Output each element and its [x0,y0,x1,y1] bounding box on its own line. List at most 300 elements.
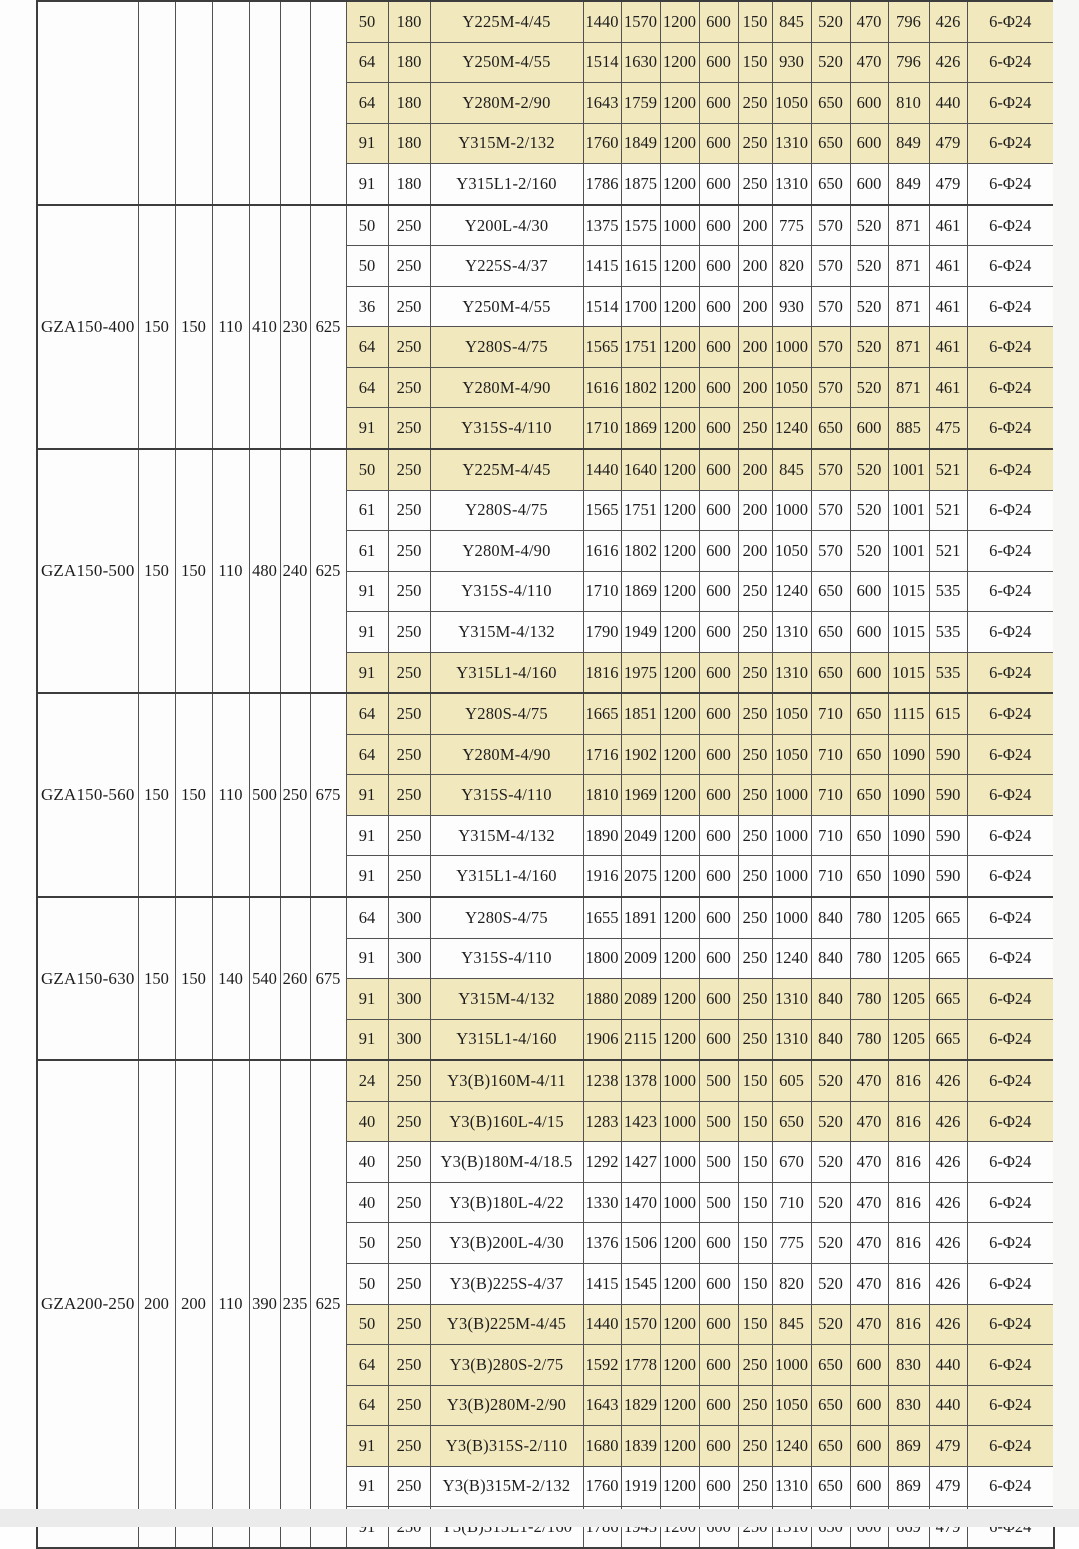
value-cell: 1710 [583,408,621,449]
motor-model-cell: Y280M-4/90 [430,531,583,572]
value-cell: 1760 [583,1466,621,1507]
table-row [37,449,1054,490]
value-cell: 250 [738,775,772,816]
value-cell: 470 [850,1060,888,1101]
value-cell: 470 [850,42,888,83]
value-cell: 1829 [621,1385,660,1426]
value-cell: 710 [811,815,850,856]
value-cell: 650 [850,693,888,734]
head-cell: 250 [388,1223,430,1264]
motor-model-cell: Y3(B)160L-4/15 [430,1101,583,1142]
value-cell: 590 [929,815,967,856]
value-cell: 1200 [660,1466,699,1507]
value-cell: 1716 [583,734,621,775]
value-cell: 1949 [621,612,660,653]
flow-cell: 50 [346,1304,388,1345]
value-cell: 250 [738,164,772,205]
value-cell: 710 [811,734,850,775]
value-cell: 1570 [621,1,660,42]
pump-model-cell: GZA150-400 [37,205,138,449]
table-row [37,897,1054,938]
value-cell: 849 [888,123,929,164]
value-cell: 1115 [888,693,929,734]
dimension-cell: 110 [212,449,249,693]
value-cell: 1916 [583,856,621,897]
value-cell: 600 [699,1263,738,1304]
value-cell: 930 [772,42,811,83]
flow-cell: 50 [346,1263,388,1304]
value-cell: 426 [929,1182,967,1223]
value-cell: 250 [738,1345,772,1386]
value-cell: 600 [699,246,738,287]
value-cell: 816 [888,1223,929,1264]
value-cell: 1200 [660,693,699,734]
dimension-cell: 110 [212,693,249,897]
head-cell: 250 [388,1304,430,1345]
value-cell: 1310 [772,164,811,205]
flow-cell: 91 [346,408,388,449]
value-cell: 1240 [772,1426,811,1467]
value-cell: 1592 [583,1345,621,1386]
value-cell: 461 [929,286,967,327]
value-cell: 150 [738,1182,772,1223]
value-cell: 250 [738,1385,772,1426]
value-cell: 520 [850,531,888,572]
value-cell: 650 [772,1101,811,1142]
value-cell: 1050 [772,734,811,775]
value-cell: 1090 [888,856,929,897]
value-cell: 520 [850,367,888,408]
value-cell: 600 [699,83,738,124]
value-cell: 1800 [583,938,621,979]
value-cell: 1000 [772,815,811,856]
value-cell: 461 [929,205,967,246]
value-cell: 615 [929,693,967,734]
value-cell: 1200 [660,1,699,42]
value-cell: 200 [738,531,772,572]
value-cell: 426 [929,1142,967,1183]
value-cell: 650 [811,83,850,124]
dimension-cell: 230 [280,205,310,449]
value-cell: 570 [811,205,850,246]
value-cell: 1200 [660,652,699,693]
value-cell: 1839 [621,1426,660,1467]
value-cell: 590 [929,856,967,897]
value-cell: 1050 [772,367,811,408]
value-cell: 840 [811,1019,850,1060]
value-cell: 479 [929,1466,967,1507]
pump-model-cell: GZA200-250 [37,1060,138,1548]
value-cell: 1919 [621,1466,660,1507]
motor-model-cell: Y315S-4/110 [430,938,583,979]
value-cell: 1001 [888,449,929,490]
flow-cell: 91 [346,1019,388,1060]
value-cell: 1570 [621,1304,660,1345]
value-cell: 600 [699,652,738,693]
bolt-holes-cell: 6-Φ24 [967,327,1054,368]
value-cell: 1506 [621,1223,660,1264]
page-right-margin [1053,0,1079,1509]
motor-model-cell: Y280M-4/90 [430,734,583,775]
value-cell: 840 [811,897,850,938]
value-cell: 250 [738,123,772,164]
value-cell: 871 [888,327,929,368]
value-cell: 600 [850,652,888,693]
value-cell: 520 [811,42,850,83]
value-cell: 650 [811,408,850,449]
value-cell: 650 [850,856,888,897]
value-cell: 426 [929,1060,967,1101]
flow-cell: 64 [346,83,388,124]
motor-model-cell: Y250M-4/55 [430,42,583,83]
motor-model-cell: Y315M-4/132 [430,815,583,856]
value-cell: 1000 [772,327,811,368]
value-cell: 600 [850,1426,888,1467]
value-cell: 2089 [621,979,660,1020]
head-cell: 250 [388,205,430,246]
value-cell: 1869 [621,408,660,449]
value-cell: 1000 [660,1182,699,1223]
value-cell: 150 [738,1304,772,1345]
value-cell: 479 [929,1426,967,1467]
head-cell: 250 [388,1263,430,1304]
value-cell: 1200 [660,246,699,287]
value-cell: 600 [699,1426,738,1467]
value-cell: 1200 [660,897,699,938]
value-cell: 600 [850,83,888,124]
dimension-cell: 625 [310,205,346,449]
motor-model-cell: Y3(B)315S-2/110 [430,1426,583,1467]
dimension-cell: 150 [175,693,212,897]
value-cell: 1375 [583,205,621,246]
value-cell: 1759 [621,83,660,124]
value-cell: 650 [811,571,850,612]
pump-model-cell: GZA150-500 [37,449,138,693]
value-cell: 250 [738,1466,772,1507]
value-cell: 461 [929,246,967,287]
dimension-cell: 150 [138,897,175,1060]
value-cell: 650 [811,652,850,693]
value-cell: 1849 [621,123,660,164]
pump-model-cell: GZA150-630 [37,897,138,1060]
value-cell: 600 [850,1466,888,1507]
value-cell: 869 [888,1426,929,1467]
dimension-cell: 150 [138,693,175,897]
value-cell: 2009 [621,938,660,979]
motor-model-cell: Y3(B)315M-2/132 [430,1466,583,1507]
value-cell: 520 [811,1223,850,1264]
value-cell: 1205 [888,897,929,938]
value-cell: 600 [850,1345,888,1386]
motor-model-cell: Y3(B)225M-4/45 [430,1304,583,1345]
value-cell: 845 [772,449,811,490]
bolt-holes-cell: 6-Φ24 [967,1182,1054,1223]
value-cell: 600 [699,1304,738,1345]
value-cell: 1238 [583,1060,621,1101]
dimension-cell: 200 [138,1060,175,1548]
value-cell: 869 [888,1466,929,1507]
bolt-holes-cell: 6-Φ24 [967,1304,1054,1345]
value-cell: 1975 [621,652,660,693]
value-cell: 1310 [772,1466,811,1507]
bolt-holes-cell: 6-Φ24 [967,1345,1054,1386]
motor-model-cell: Y280M-4/90 [430,367,583,408]
value-cell: 816 [888,1182,929,1223]
value-cell: 1000 [772,775,811,816]
value-cell: 470 [850,1182,888,1223]
head-cell: 250 [388,775,430,816]
value-cell: 1778 [621,1345,660,1386]
value-cell: 600 [699,1385,738,1426]
value-cell: 150 [738,42,772,83]
dimension-cell: 250 [280,693,310,897]
value-cell: 710 [772,1182,811,1223]
value-cell: 250 [738,612,772,653]
motor-model-cell: Y280S-4/75 [430,490,583,531]
value-cell: 150 [738,1060,772,1101]
value-cell: 650 [850,815,888,856]
value-cell: 600 [699,286,738,327]
value-cell: 1200 [660,612,699,653]
value-cell: 1200 [660,490,699,531]
bolt-holes-cell: 6-Φ24 [967,856,1054,897]
flow-cell: 64 [346,327,388,368]
value-cell: 250 [738,938,772,979]
value-cell: 650 [811,612,850,653]
flow-cell: 91 [346,164,388,205]
value-cell: 590 [929,734,967,775]
value-cell: 1643 [583,1385,621,1426]
model-group [37,693,1054,897]
value-cell: 1200 [660,1426,699,1467]
value-cell: 1090 [888,815,929,856]
flow-cell: 91 [346,1426,388,1467]
value-cell: 650 [811,1466,850,1507]
value-cell: 600 [850,408,888,449]
value-cell: 1565 [583,490,621,531]
value-cell: 1565 [583,327,621,368]
bolt-holes-cell: 6-Φ24 [967,246,1054,287]
dimension-cell: 110 [212,205,249,449]
value-cell: 2115 [621,1019,660,1060]
value-cell: 871 [888,205,929,246]
value-cell: 1890 [583,815,621,856]
value-cell: 820 [772,1263,811,1304]
motor-model-cell: Y3(B)200L-4/30 [430,1223,583,1264]
value-cell: 1616 [583,367,621,408]
value-cell: 600 [850,164,888,205]
value-cell: 1200 [660,367,699,408]
value-cell: 650 [811,1426,850,1467]
value-cell: 426 [929,1,967,42]
value-cell: 520 [850,449,888,490]
value-cell: 1200 [660,327,699,368]
value-cell: 1205 [888,979,929,1020]
dimension-cell: 480 [249,449,280,693]
value-cell: 1200 [660,123,699,164]
value-cell: 470 [850,1,888,42]
value-cell: 1376 [583,1223,621,1264]
value-cell: 600 [699,938,738,979]
head-cell: 250 [388,367,430,408]
head-cell: 250 [388,815,430,856]
dimension-cell: 150 [138,205,175,449]
table-row [37,1,1054,42]
value-cell: 600 [699,327,738,368]
head-cell: 300 [388,1019,430,1060]
bolt-holes-cell: 6-Φ24 [967,1385,1054,1426]
bolt-holes-cell: 6-Φ24 [967,1263,1054,1304]
value-cell: 440 [929,1385,967,1426]
value-cell: 710 [811,775,850,816]
value-cell: 665 [929,979,967,1020]
flow-cell: 64 [346,734,388,775]
value-cell: 710 [811,693,850,734]
value-cell: 665 [929,1019,967,1060]
value-cell: 650 [811,1385,850,1426]
value-cell: 521 [929,490,967,531]
value-cell: 570 [811,490,850,531]
value-cell: 650 [811,1345,850,1386]
bolt-holes-cell: 6-Φ24 [967,1060,1054,1101]
dimension-cell: 150 [175,449,212,693]
value-cell: 520 [811,1263,850,1304]
flow-cell: 91 [346,815,388,856]
value-cell: 1000 [772,490,811,531]
motor-model-cell: Y280S-4/75 [430,897,583,938]
dimension-cell: 260 [280,897,310,1060]
motor-model-cell: Y315M-4/132 [430,612,583,653]
value-cell: 1378 [621,1060,660,1101]
motor-model-cell: Y280M-2/90 [430,83,583,124]
value-cell: 1810 [583,775,621,816]
bolt-holes-cell: 6-Φ24 [967,1426,1054,1467]
value-cell: 590 [929,775,967,816]
value-cell: 1001 [888,490,929,531]
value-cell: 1000 [660,1060,699,1101]
dimension-cell [280,1,310,205]
bolt-holes-cell: 6-Φ24 [967,775,1054,816]
flow-cell: 40 [346,1142,388,1183]
bolt-holes-cell: 6-Φ24 [967,531,1054,572]
bolt-holes-cell: 6-Φ24 [967,42,1054,83]
flow-cell: 91 [346,652,388,693]
motor-model-cell: Y315S-4/110 [430,408,583,449]
dimension-cell: 150 [175,205,212,449]
value-cell: 600 [699,367,738,408]
value-cell: 1751 [621,490,660,531]
value-cell: 830 [888,1385,929,1426]
value-cell: 250 [738,856,772,897]
value-cell: 1415 [583,246,621,287]
bolt-holes-cell: 6-Φ24 [967,815,1054,856]
value-cell: 1200 [660,815,699,856]
value-cell: 1050 [772,693,811,734]
flow-cell: 40 [346,1101,388,1142]
motor-model-cell: Y315L1-2/160 [430,164,583,205]
value-cell: 1200 [660,1019,699,1060]
value-cell: 1050 [772,83,811,124]
flow-cell: 64 [346,897,388,938]
bolt-holes-cell: 6-Φ24 [967,83,1054,124]
value-cell: 871 [888,286,929,327]
head-cell: 250 [388,1142,430,1183]
value-cell: 1200 [660,571,699,612]
value-cell: 150 [738,1,772,42]
motor-model-cell: Y3(B)180M-4/18.5 [430,1142,583,1183]
bolt-holes-cell: 6-Φ24 [967,652,1054,693]
value-cell: 780 [850,897,888,938]
value-cell: 600 [699,449,738,490]
flow-cell: 50 [346,1223,388,1264]
value-cell: 1090 [888,734,929,775]
model-group [37,449,1054,693]
dimension-cell: 500 [249,693,280,897]
spec-table [36,0,1055,1549]
value-cell: 1015 [888,652,929,693]
value-cell: 650 [811,164,850,205]
value-cell: 1200 [660,449,699,490]
value-cell: 520 [850,490,888,531]
dimension-cell: 540 [249,897,280,1060]
value-cell: 780 [850,979,888,1020]
flow-cell: 50 [346,205,388,246]
flow-cell: 91 [346,856,388,897]
value-cell: 1200 [660,1345,699,1386]
flow-cell: 24 [346,1060,388,1101]
table-row [37,693,1054,734]
dimension-cell [310,1,346,205]
value-cell: 1514 [583,286,621,327]
value-cell: 1015 [888,571,929,612]
value-cell: 1710 [583,571,621,612]
value-cell: 1240 [772,408,811,449]
flow-cell: 64 [346,367,388,408]
flow-cell: 91 [346,938,388,979]
value-cell: 885 [888,408,929,449]
value-cell: 250 [738,897,772,938]
value-cell: 665 [929,938,967,979]
pump-model-cell: GZA150-560 [37,693,138,897]
bolt-holes-cell: 6-Φ24 [967,897,1054,938]
value-cell: 600 [699,856,738,897]
value-cell: 520 [811,1142,850,1183]
value-cell: 1310 [772,612,811,653]
value-cell: 1891 [621,897,660,938]
value-cell: 520 [850,205,888,246]
value-cell: 250 [738,693,772,734]
value-cell: 1310 [772,1019,811,1060]
bolt-holes-cell: 6-Φ24 [967,571,1054,612]
value-cell: 250 [738,408,772,449]
bolt-holes-cell: 6-Φ24 [967,1223,1054,1264]
value-cell: 1200 [660,531,699,572]
flow-cell: 40 [346,1182,388,1223]
value-cell: 605 [772,1060,811,1101]
flow-cell: 64 [346,42,388,83]
value-cell: 250 [738,571,772,612]
flow-cell: 64 [346,1345,388,1386]
flow-cell: 91 [346,123,388,164]
value-cell: 521 [929,449,967,490]
head-cell: 250 [388,856,430,897]
value-cell: 1902 [621,734,660,775]
flow-cell: 50 [346,449,388,490]
value-cell: 600 [699,897,738,938]
value-cell: 1616 [583,531,621,572]
value-cell: 1470 [621,1182,660,1223]
value-cell: 1330 [583,1182,621,1223]
